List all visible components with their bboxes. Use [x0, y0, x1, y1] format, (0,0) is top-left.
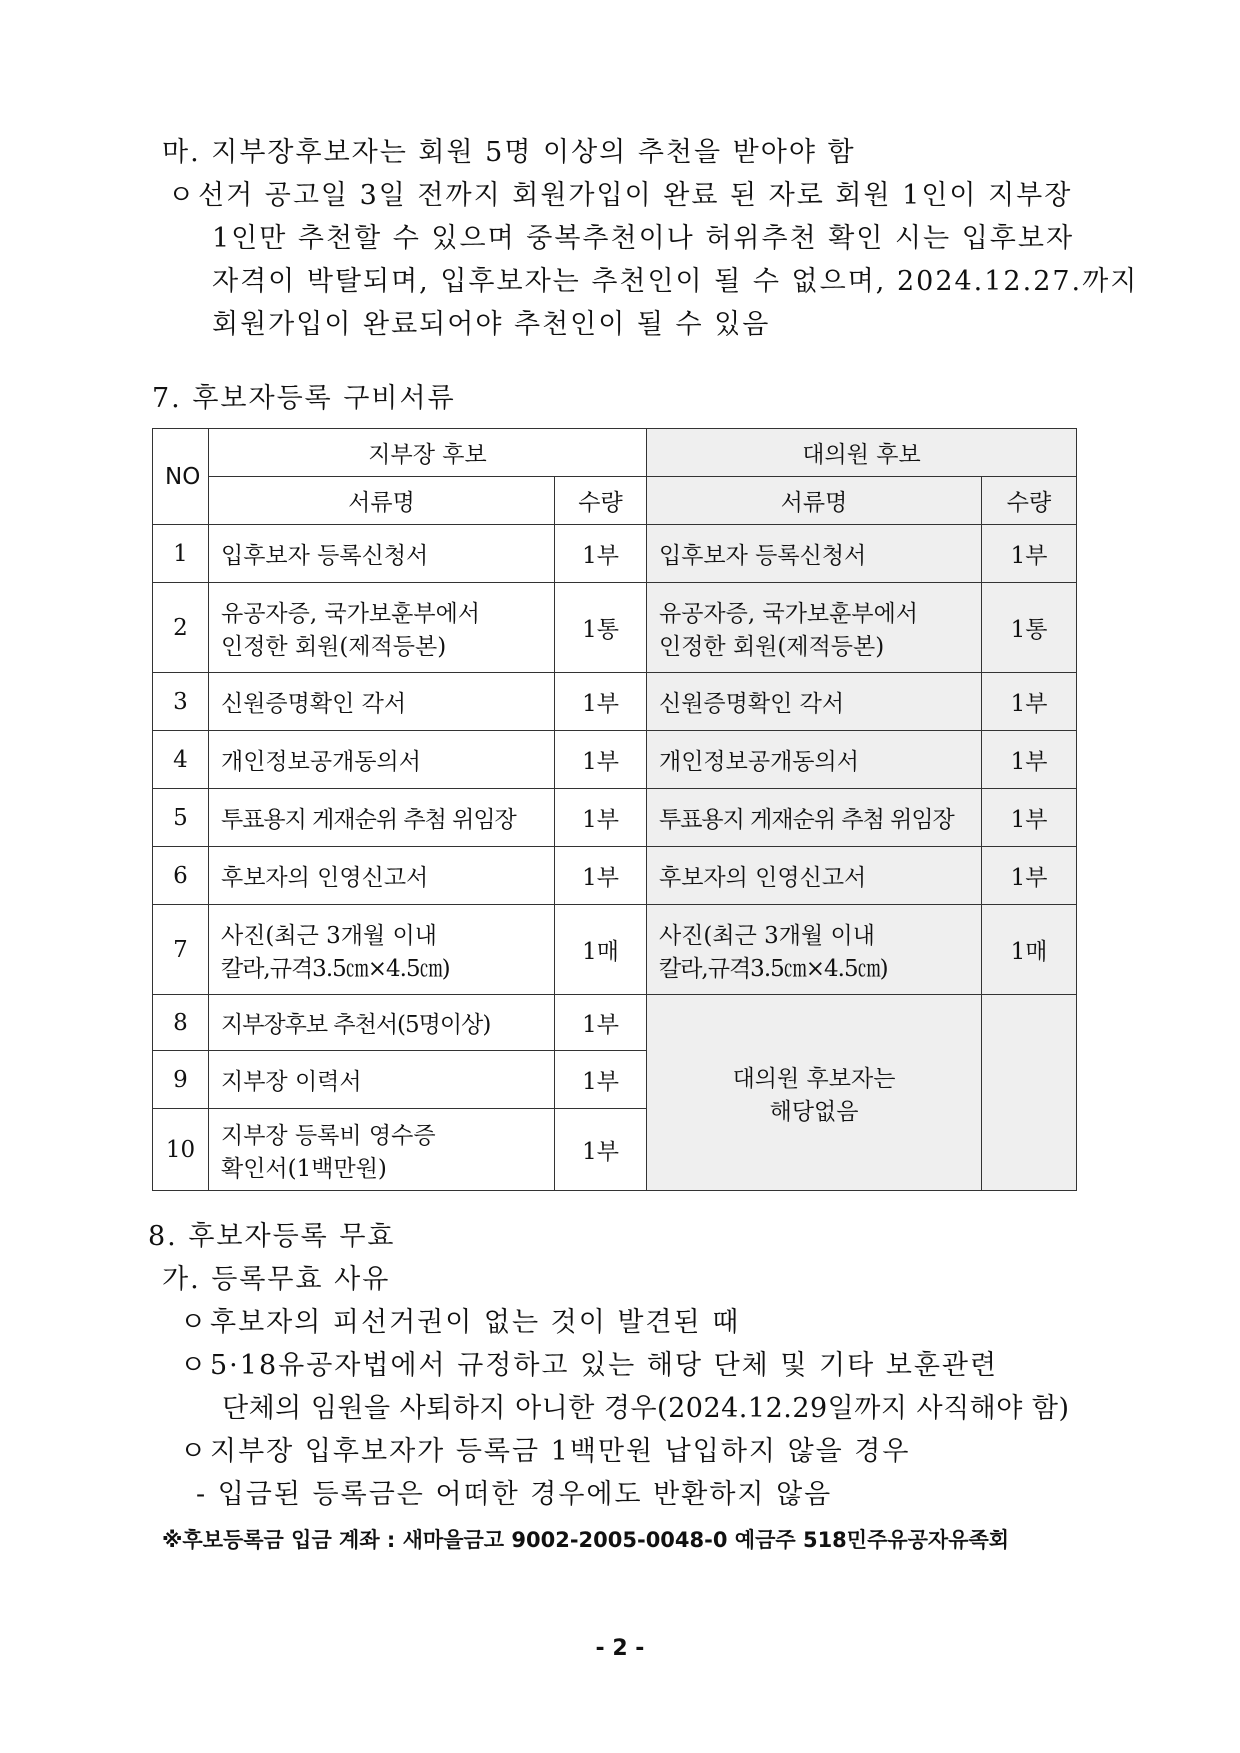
- branch-qty: 1부: [555, 731, 647, 789]
- row-number: 9: [153, 1051, 209, 1109]
- row-number: 8: [153, 995, 209, 1051]
- bullet-symbol: ㅇ: [180, 1436, 209, 1467]
- branch-doc: [209, 905, 555, 995]
- branch-qty: 1부: [555, 847, 647, 905]
- branch-doc-line-2: 칼라,규격3.5㎝×4.5㎝): [221, 955, 450, 982]
- table-row: [153, 673, 1077, 731]
- branch-doc: 신원증명확인 각서: [209, 673, 555, 731]
- delegate-qty: 1부: [982, 847, 1077, 905]
- section-8-heading: 8. 후보자등록 무효: [148, 1221, 396, 1252]
- branch-doc: 지부장후보 추천서(5명이상): [209, 995, 555, 1051]
- delegate-na-line-2: 해당없음: [769, 1098, 859, 1125]
- section-ma-line-2: 1인만 추천할 수 있으며 중복추천이나 허위추천 확인 시는 입후보자: [212, 223, 1075, 254]
- branch-qty: 1부: [555, 1109, 647, 1191]
- delegate-qty: 1통: [982, 583, 1077, 673]
- section-8-bullet-2: [180, 1343, 998, 1382]
- row-number: 2: [153, 583, 209, 673]
- branch-doc: 입후보자 등록신청서: [209, 525, 555, 583]
- section-ma-line-1: 선거 공고일 3일 전까지 회원가입이 완료 된 자로 회원 1인이 지부장: [198, 180, 1073, 211]
- bullet-1-text: 후보자의 피선거권이 없는 것이 발견된 때: [210, 1307, 741, 1338]
- delegate-doc: 신원증명확인 각서: [647, 673, 982, 731]
- table-row: [153, 583, 1077, 673]
- bullet-2-text: 5·18유공자법에서 규정하고 있는 해당 단체 및 기타 보훈관련: [210, 1350, 999, 1381]
- row-number: 3: [153, 673, 209, 731]
- branch-doc: [209, 1109, 555, 1191]
- bullet-symbol: ㅇ: [180, 1350, 209, 1381]
- table-header-delegate-doc: 서류명: [647, 477, 982, 525]
- delegate-doc-line-2: 인정한 회원(제적등본): [659, 633, 885, 660]
- section-8-dash: - 입금된 등록금은 어떠한 경우에도 반환하지 않음: [196, 1479, 833, 1510]
- account-note: ※후보등록금 입금 계좌 : 새마을금고 9002-2005-0048-0 예금주 518민주유공자유족회: [162, 1528, 1010, 1552]
- delegate-qty-empty: [982, 995, 1077, 1191]
- delegate-doc: 개인정보공개동의서: [647, 731, 982, 789]
- branch-doc: 후보자의 인영신고서: [209, 847, 555, 905]
- bullet-symbol: ㅇ: [180, 1307, 209, 1338]
- table-row: [153, 995, 1077, 1051]
- delegate-qty: 1부: [982, 731, 1077, 789]
- branch-qty: 1부: [555, 1051, 647, 1109]
- table-header-branch-doc: 서류명: [209, 477, 555, 525]
- table-header-delegate-group: 대의원 후보: [647, 429, 1077, 477]
- section-ma-line-3: 자격이 박탈되며, 입후보자는 추천인이 될 수 없으며, 2024.12.27.까지: [212, 266, 1139, 297]
- table-row: [153, 905, 1077, 995]
- branch-doc: 지부장 이력서: [209, 1051, 555, 1109]
- bullet-3-text: 지부장 입후보자가 등록금 1백만원 납입하지 않을 경우: [210, 1436, 911, 1467]
- row-number: 6: [153, 847, 209, 905]
- table-header-no: NO: [153, 429, 209, 525]
- branch-qty: 1부: [555, 673, 647, 731]
- table-header-delegate-qty: 수량: [982, 477, 1077, 525]
- branch-doc-line-2: 확인서(1백만원): [221, 1155, 387, 1182]
- branch-doc-line-1: 지부장 등록비 영수증: [221, 1122, 436, 1149]
- delegate-qty: 1부: [982, 673, 1077, 731]
- bullet-symbol: ㅇ: [168, 180, 197, 211]
- table-header-branch-group: 지부장 후보: [209, 429, 647, 477]
- delegate-doc: 투표용지 게재순위 추첨 위임장: [647, 789, 982, 847]
- delegate-doc: 후보자의 인영신고서: [647, 847, 982, 905]
- delegate-na-line-1: 대의원 후보자는: [732, 1065, 896, 1092]
- section-ma-heading: 마. 지부장후보자는 회원 5명 이상의 추천을 받아야 함: [162, 137, 856, 168]
- branch-doc: 투표용지 게재순위 추첨 위임장: [209, 789, 555, 847]
- branch-doc: 개인정보공개동의서: [209, 731, 555, 789]
- section-ma-line-4: 회원가입이 완료되어야 추천인이 될 수 있음: [212, 309, 771, 340]
- delegate-qty: 1부: [982, 789, 1077, 847]
- section-7-heading: 7. 후보자등록 구비서류: [152, 383, 456, 414]
- table-header-branch-qty: 수량: [555, 477, 647, 525]
- delegate-qty: 1매: [982, 905, 1077, 995]
- documents-table: [152, 428, 1077, 1191]
- delegate-doc: [647, 905, 982, 995]
- branch-doc-line-1: 사진(최근 3개월 이내: [221, 922, 437, 949]
- section-ma-bullet: [168, 173, 1072, 212]
- row-number: 1: [153, 525, 209, 583]
- table-row: [153, 789, 1077, 847]
- bullet-2-continuation: 단체의 임원을 사퇴하지 아니한 경우(2024.12.29일까지 사직해야 함): [222, 1393, 1070, 1424]
- page-number: - 2 -: [595, 1636, 645, 1661]
- row-number: 5: [153, 789, 209, 847]
- delegate-doc-line-1: 유공자증, 국가보훈부에서: [659, 600, 919, 627]
- row-number: 4: [153, 731, 209, 789]
- section-8-sub: 가. 등록무효 사유: [162, 1264, 391, 1295]
- branch-qty: 1부: [555, 789, 647, 847]
- row-number: 7: [153, 905, 209, 995]
- branch-qty: 1부: [555, 995, 647, 1051]
- branch-doc: [209, 583, 555, 673]
- branch-doc-line-2: 인정한 회원(제적등본): [221, 633, 447, 660]
- table-row: [153, 525, 1077, 583]
- table-row: [153, 847, 1077, 905]
- branch-doc-line-1: 유공자증, 국가보훈부에서: [221, 600, 481, 627]
- delegate-doc: [647, 583, 982, 673]
- delegate-not-applicable: [647, 995, 982, 1191]
- section-8-bullet-1: [180, 1300, 740, 1339]
- section-8-bullet-3: [180, 1429, 910, 1468]
- delegate-qty: 1부: [982, 525, 1077, 583]
- branch-qty: 1매: [555, 905, 647, 995]
- table-row: [153, 731, 1077, 789]
- delegate-doc: 입후보자 등록신청서: [647, 525, 982, 583]
- delegate-doc-line-1: 사진(최근 3개월 이내: [659, 922, 875, 949]
- delegate-doc-line-2: 칼라,규격3.5㎝×4.5㎝): [659, 955, 888, 982]
- branch-qty: 1통: [555, 583, 647, 673]
- row-number: 10: [153, 1109, 209, 1191]
- branch-qty: 1부: [555, 525, 647, 583]
